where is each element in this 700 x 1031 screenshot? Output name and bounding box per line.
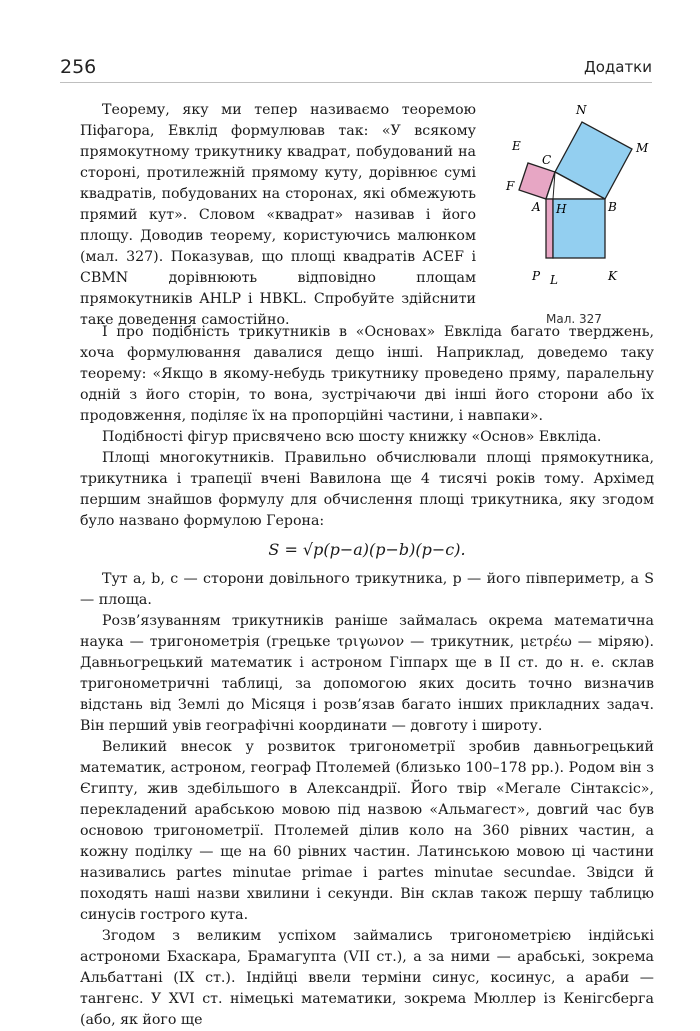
paragraph-heron-notes: Тут a, b, c — сторони довільного трикутника, p — його півпериметр, а S — площа. [80, 571, 654, 608]
page-header [60, 56, 652, 83]
section-title: Додатки [583, 58, 652, 76]
narrow-text-column [80, 100, 476, 331]
label-e: E [512, 139, 521, 153]
paragraph-similarity: І про подібність трикутників в «Основах» Евкліда багато тверджень, хоча формулювання давалися дещо інші. Наприклад, доведемо таку теорему: «Якщо в якому-небудь трикутнику проведено пряму, паралельну одній з його сторін, то вона, зустрічаючи дві інші його сторони або їх продовження, поділяє їх на пропорційні частини, і навпаки». [80, 324, 654, 424]
label-f: F [506, 179, 515, 193]
pythagoras-diagram [494, 100, 664, 310]
page-number: 256 [60, 56, 97, 78]
rect-ahlp [546, 199, 553, 258]
paragraph-pythagoras: Теорему, яку ми тепер називаємо теоремою Піфагора, Евклід формулював так: «У всякому прямокутному трикутнику квадрат, побудований на стороні, протилежній прямому куту, дорівнює сумі квадратів, побудованих на сторонах, які обмежують прямий кут». Словом «квадрат» називав і його площу. Доводив теорему, користуючись малюнком (мал. 327). Показував, що площі квадратів ACEF і CBMN дорівнюють відповідно площам прямокутників AHLP і HBKL. Спробуйте здійснити таке доведення самостійно. [80, 102, 476, 328]
paragraph-indian-arabic: Згодом з великим успіхом займались тригонометрією індійські астрономи Бхаскара, Брамагупта (VII ст.), а за ними — арабські, зокрема Альбаттані (IX ст.). Індійці ввели терміни синус, косинус, а араби — тангенс. У XVI ст. німецькі математики, зокрема Мюллер із Кенігсберга (або, як його ще [80, 928, 654, 1028]
label-p: P [532, 269, 541, 283]
label-n: N [576, 103, 587, 117]
label-k: K [608, 269, 617, 283]
paragraph-trigonometry: Розв’язуванням трикутників раніше займалась окрема математична наука — тригонометрія (грецьке τριγωνον — трикутник, μετρέω — міряю). Давньогрецький математик і астроном Гіппарх ще в II ст. до н. е. склав тригонометричні таблиці, за допомогою яких досить точно визначив відстань від Землі до Місяця і розв’язав багато інших прикладних задач. Він перший увів географічні координати — довготу і широту. [80, 613, 654, 734]
paragraph-book-six: Подібності фігур присвячено всю шосту книжку «Основ» Евкліда. [102, 429, 602, 445]
figure-caption: Мал. 327 [546, 312, 602, 326]
label-h: H [556, 202, 567, 216]
label-c: C [542, 153, 552, 167]
pythagoras-figure [494, 100, 664, 340]
paragraph-polygon-areas: Площі многокутників. Правильно обчислювали площі прямокутника, трикутника і трапеції вчені Вавилона ще 4 тисячі років тому. Архімед першим знайшов формулу для обчислення площі трикутника, яку згодом було названо формулою Герона: [80, 450, 654, 529]
label-b: B [608, 200, 617, 214]
main-text-column [80, 322, 654, 1031]
label-a: A [532, 200, 541, 214]
label-l: L [550, 273, 558, 287]
paragraph-ptolemy: Великий внесок у розвиток тригонометрії зробив давньогрецький математик, астроном, географ Птолемей (близько 100–178 рр.). Родом він з Єгипту, жив здебільшого в Александрії. Його твір «Мегале Сінтаксіс», перекладений арабською мовою під назвою «Альмагест», довгий час був основою тригонометрії. Птолемей ділив коло на 360 рівних частин, а кожну поділку — ще на 60 рівних частин. Латинською мовою ці частини називались partes minutae primae і partes minutae secundae. Звідси й походять наші назви хвилини і секунди. Він склав також першу таблицю синусів гострого кута. [80, 739, 654, 923]
label-m: M [636, 141, 649, 155]
heron-formula: S = √p(p−a)(p−b)(p−c). [268, 540, 466, 559]
